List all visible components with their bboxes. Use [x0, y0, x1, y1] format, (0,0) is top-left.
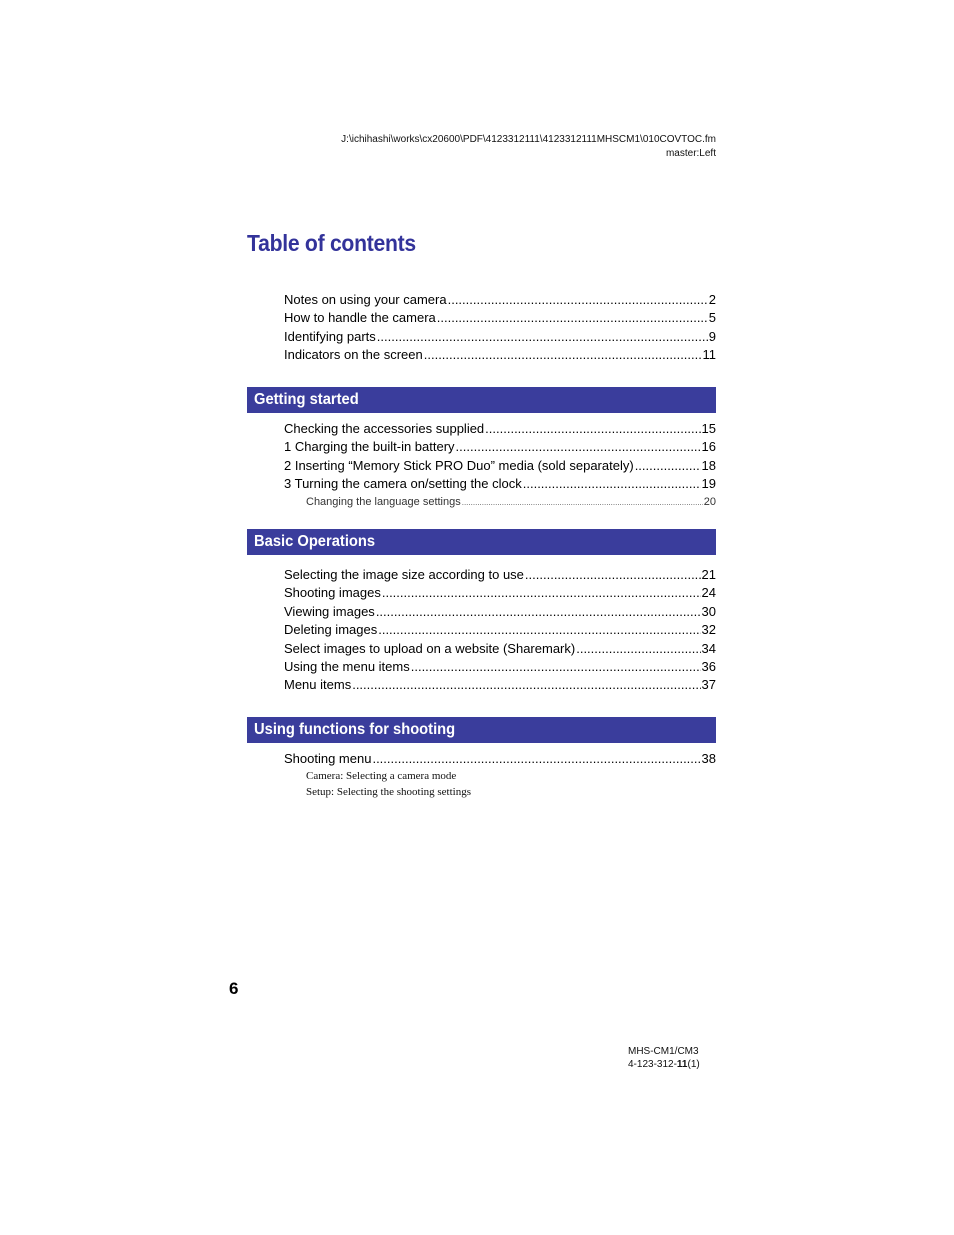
model-code-bold: 11 [676, 1059, 688, 1070]
toc-entry[interactable] [284, 566, 716, 584]
leader-dots [462, 495, 703, 510]
toc-sub-entry-label: Changing the language settings [306, 495, 461, 508]
toc-entry-page: 34 [701, 640, 716, 656]
toc-entry-label: Menu items [284, 677, 352, 693]
toc-sub-item[interactable]: Camera: Selecting a camera mode [306, 770, 457, 783]
leader-dots [377, 328, 708, 346]
shooting-functions-toc-list [284, 750, 716, 800]
section-title: Getting started [254, 391, 359, 408]
toc-entry-page: 30 [701, 603, 716, 619]
intro-toc-list [284, 291, 716, 365]
section-title: Basic Operations [254, 533, 376, 550]
section-header-using-functions-for-shooting [247, 717, 716, 743]
leader-dots [378, 621, 700, 639]
toc-entry-label: Notes on using your camera [284, 292, 447, 307]
toc-entry-label: Using the menu items [284, 658, 410, 674]
model-name: MHS-CM1/CM3 [628, 1046, 699, 1057]
leader-dots [437, 309, 708, 327]
leader-dots [352, 676, 700, 694]
toc-entry[interactable] [284, 346, 716, 364]
toc-entry[interactable] [284, 309, 716, 327]
toc-entry[interactable] [284, 420, 716, 438]
toc-sub-entry-page: 20 [703, 495, 716, 508]
toc-entry-page: 19 [701, 476, 716, 492]
toc-entry-page: 2 [708, 292, 716, 307]
section-header-basic-operations [247, 529, 716, 555]
toc-entry-label: Selecting the image size according to use [284, 567, 524, 582]
leader-dots [525, 566, 701, 584]
toc-entry[interactable] [284, 475, 716, 493]
toc-entry[interactable] [284, 676, 716, 694]
toc-entry-label: Select images to upload on a website (Sharemark) [284, 640, 576, 656]
section-title: Using functions for shooting [254, 721, 456, 738]
toc-entry[interactable] [284, 584, 716, 602]
leader-dots [424, 346, 702, 364]
toc-entry-page: 24 [701, 585, 716, 601]
leader-dots [485, 420, 700, 438]
toc-entry[interactable] [284, 438, 716, 456]
toc-entry-page: 21 [701, 567, 716, 582]
toc-entry-page: 38 [701, 751, 716, 766]
file-path: J:\ichihashi\works\cx20600\PDF\4123312111\4123312111MHSCM1\010COVTOC.fm [341, 134, 716, 145]
toc-entry[interactable] [284, 457, 716, 475]
toc-entry[interactable] [284, 291, 716, 309]
leader-dots [382, 584, 701, 602]
toc-entry[interactable] [284, 640, 716, 658]
master-label: master:Left [665, 148, 716, 159]
section-header-getting-started [247, 387, 716, 413]
leader-dots [456, 438, 701, 456]
toc-entry-page: 32 [701, 622, 716, 638]
toc-entry-label: Identifying parts [284, 328, 376, 344]
toc-entry-label: Shooting images [284, 585, 381, 601]
toc-entry-label: Checking the accessories supplied [284, 421, 485, 436]
leader-dots [372, 750, 700, 768]
leader-dots [576, 640, 700, 658]
toc-entry-page: 5 [708, 310, 716, 326]
toc-entry-label: Viewing images [284, 603, 375, 619]
page-title: Table of contents [247, 230, 416, 256]
toc-entry[interactable] [284, 658, 716, 676]
toc-entry-page: 36 [701, 658, 716, 674]
toc-entry-label: Deleting images [284, 622, 378, 638]
leader-dots [376, 603, 701, 621]
toc-entry-label: Shooting menu [284, 751, 372, 766]
model-code-prefix: 4-123-312- [628, 1059, 677, 1070]
leader-dots [523, 475, 701, 493]
toc-entry-label: Indicators on the screen [284, 347, 423, 363]
toc-entry[interactable] [284, 603, 716, 621]
toc-entry-page: 9 [708, 328, 716, 344]
toc-entry[interactable] [284, 750, 716, 768]
toc-sub-item[interactable]: Setup: Selecting the shooting settings [306, 786, 471, 799]
model-code-suffix: (1) [687, 1059, 700, 1070]
basic-operations-toc-list [284, 566, 716, 695]
toc-entry-label: 1 Charging the built-in battery [284, 439, 455, 455]
toc-entry[interactable] [284, 621, 716, 639]
toc-entry-page: 37 [701, 677, 716, 693]
file-path-header [341, 133, 716, 161]
getting-started-toc-list [284, 420, 716, 510]
leader-dots [635, 457, 701, 475]
leader-dots [411, 658, 701, 676]
toc-entry-label: How to handle the camera [284, 310, 436, 326]
toc-entry-page: 15 [701, 421, 716, 436]
toc-entry-page: 18 [701, 457, 716, 473]
toc-entry-label: 2 Inserting “Memory Stick PRO Duo” media (sold separately) [284, 457, 634, 473]
leader-dots [448, 291, 708, 309]
toc-entry-label: 3 Turning the camera on/setting the clock [284, 476, 522, 492]
toc-entry-page: 16 [701, 439, 716, 455]
toc-entry[interactable] [284, 328, 716, 346]
toc-entry-page: 11 [702, 347, 716, 363]
model-code [628, 1058, 700, 1071]
page-number: 6 [229, 979, 239, 998]
footer-model-info [628, 1045, 700, 1071]
toc-sub-entry[interactable] [284, 494, 716, 510]
